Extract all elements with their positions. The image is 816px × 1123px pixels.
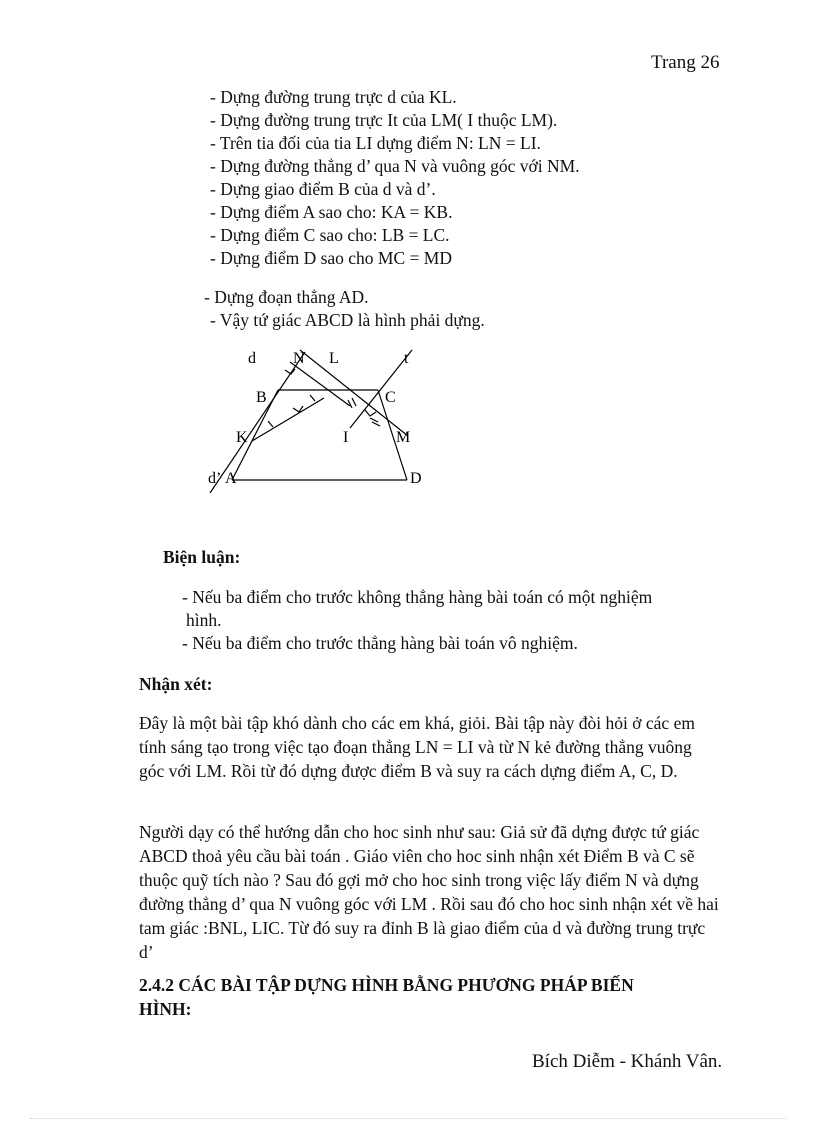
label-c: C (385, 389, 396, 406)
step-segment-line: - Dựng đoạn thẳng AD. (204, 287, 369, 307)
page-number: Trang 26 (651, 52, 720, 73)
label-t: t (404, 350, 409, 367)
step-line: - Dựng đường trung trực It của LM( I thuộc LM). (210, 110, 558, 130)
step-line: - Dựng đường thẳng d’ qua N và vuông góc với NM. (210, 156, 580, 176)
step-line: - Dựng điểm C sao cho: LB = LC. (210, 225, 450, 245)
right-angle-mark-i (365, 410, 376, 416)
label-k: K (236, 429, 248, 446)
bien-luan-item: - Nếu ba điểm cho trước không thẳng hàng bài toán có một nghiệm (182, 587, 653, 607)
label-b: B (256, 389, 267, 406)
footer-authors: Bích Diễm - Khánh Vân. (532, 1051, 723, 1072)
conclusion-line: - Vậy tứ giác ABCD là hình phải dựng. (210, 310, 485, 330)
label-d: d (248, 350, 256, 367)
tick-mark (268, 421, 273, 427)
step-line: - Dựng giao điểm B của d và d’. (210, 179, 436, 199)
step-line: - Dựng điểm D sao cho MC = MD (210, 248, 452, 268)
step-line: - Dựng đường trung trực d của KL. (210, 87, 457, 107)
bien-luan-title: Biện luận: (163, 547, 241, 567)
tick-mark (310, 395, 315, 401)
bien-luan-item: - Nếu ba điểm cho trước thẳng hàng bài toán vô nghiệm. (182, 633, 578, 653)
label-l: L (329, 350, 339, 367)
tick-mark (372, 422, 380, 426)
section-heading: 2.4.2 CÁC BÀI TẬP DỰNG HÌNH BẰNG PHƯƠNG PHÁP BIẾN HÌNH: (139, 975, 634, 1019)
label-d-vertex: D (410, 470, 422, 487)
nhan-xet-title: Nhận xét: (139, 674, 213, 694)
bien-luan-item: hình. (186, 610, 222, 630)
label-n: N (293, 350, 305, 367)
bottom-rule (30, 1118, 786, 1119)
label-a: A (225, 470, 237, 487)
line-t (350, 350, 412, 428)
nhan-xet-paragraph-2: Người dạy có thể hướng dẫn cho hoc sinh như sau: Giả sử đã dựng được tứ giác ABCD thoả yêu cầu bài toán . Giáo viên cho hoc sinh nhận xét Điểm B và C sẽ thuộc quỹ tích nào ? Sau đó gợi mở cho hoc sinh trong việc lấy điểm N và dựng đường thẳng d’ qua N vuông góc với LM . Rồi sau đó cho hoc sinh nhận xét về hai tam giác :BNL, LIC. Từ đó suy ra đỉnh B là giao điểm của d và đường trung trực d’ (139, 822, 719, 962)
step-line: - Trên tia đối của tia LI dựng điểm N: LN = LI. (210, 133, 541, 153)
tick-mark (370, 418, 378, 422)
label-i: I (343, 429, 349, 446)
tick-mark (352, 398, 356, 406)
step-line: - Dựng điểm A sao cho: KA = KB. (210, 202, 453, 222)
label-m: M (396, 429, 411, 446)
label-d-prime: d’ (208, 470, 222, 487)
nhan-xet-paragraph-1: Đây là một bài tập khó dành cho các em khá, giỏi. Bài tập này đòi hỏi ở các em tính sáng tạo trong việc tạo đoạn thẳng LN = LI và từ N kẻ đường thẳng vuông góc với LM. Rồi từ đó dựng được điểm B và suy ra cách dựng điểm A, C, D. (139, 713, 695, 781)
tick-mark (348, 400, 352, 408)
construction-figure (200, 338, 440, 493)
line-d (290, 362, 350, 406)
